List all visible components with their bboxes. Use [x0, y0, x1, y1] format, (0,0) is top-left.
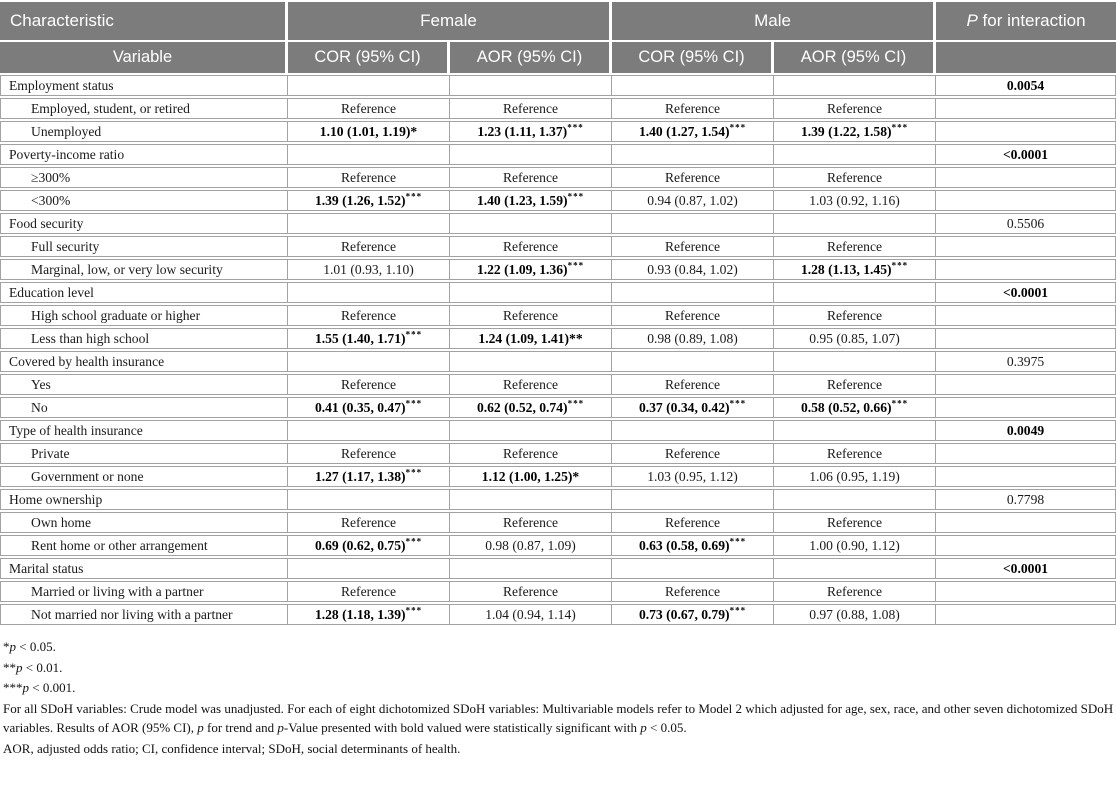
row-label: Home ownership: [0, 489, 288, 510]
variable-row: [0, 121, 1116, 142]
value-cell: [450, 75, 612, 96]
value-cell: 1.00 (0.90, 1.12): [774, 535, 936, 556]
value-cell: Reference: [450, 512, 612, 533]
variable-row: [0, 397, 1116, 418]
value-cell: Reference: [612, 374, 774, 395]
value-cell: Reference: [450, 98, 612, 119]
p-value-cell: <0.0001: [936, 558, 1116, 579]
footnote-line: **p < 0.01.: [3, 659, 63, 675]
value-cell: Reference: [774, 512, 936, 533]
variable-row: [0, 328, 1116, 349]
header-female-group: Female: [288, 2, 612, 40]
variable-row: [0, 466, 1116, 487]
value-cell: Reference: [288, 512, 450, 533]
p-value-cell: [936, 466, 1116, 487]
variable-row: [0, 305, 1116, 326]
header-cor-female: COR (95% CI): [288, 42, 450, 73]
value-cell: 1.24 (1.09, 1.41)**: [450, 328, 612, 349]
value-cell: [774, 144, 936, 165]
value-cell: [288, 75, 450, 96]
row-label: No: [0, 397, 288, 418]
value-cell: Reference: [288, 305, 450, 326]
value-cell: 1.40 (1.27, 1.54)***: [612, 121, 774, 142]
value-cell: [450, 144, 612, 165]
value-cell: 0.37 (0.34, 0.42)***: [612, 397, 774, 418]
value-cell: Reference: [774, 236, 936, 257]
value-cell: 1.22 (1.09, 1.36)***: [450, 259, 612, 280]
row-label: Full security: [0, 236, 288, 257]
value-cell: Reference: [774, 581, 936, 602]
row-label: Rent home or other arrangement: [0, 535, 288, 556]
characteristic-row: [0, 75, 1116, 96]
row-label: Unemployed: [0, 121, 288, 142]
p-value-cell: [936, 374, 1116, 395]
value-cell: Reference: [288, 98, 450, 119]
value-cell: Reference: [612, 581, 774, 602]
characteristic-row: [0, 420, 1116, 441]
p-value-cell: [936, 581, 1116, 602]
p-value-cell: [936, 328, 1116, 349]
value-cell: Reference: [450, 167, 612, 188]
value-cell: [612, 213, 774, 234]
significance-marker: **: [569, 330, 583, 346]
significance-marker: ***: [729, 535, 747, 546]
significance-marker: ***: [729, 121, 747, 132]
characteristic-row: [0, 558, 1116, 579]
footnotes: [0, 637, 1116, 758]
footnote-line: For all SDoH variables: Crude model was unadjusted. For each of eight dichotomized SDoH variables: Multivariable models refer to Model 2 which adjusted for age, sex, race, and other seven dichotomized SDoH variables. Results of AOR (95% CI), p for trend and p-Value presented with bold valued were statistically significant with p < 0.05.: [3, 700, 1114, 735]
variable-row: [0, 167, 1116, 188]
p-value-cell: [936, 604, 1116, 625]
variable-row: [0, 581, 1116, 602]
significance-marker: ***: [567, 397, 585, 408]
value-cell: [450, 351, 612, 372]
row-label: Married or living with a partner: [0, 581, 288, 602]
header-p-interaction: [936, 2, 1116, 40]
significance-marker: ***: [567, 259, 585, 270]
row-label: Employment status: [0, 75, 288, 96]
characteristic-row: [0, 144, 1116, 165]
significance-marker: ***: [405, 604, 423, 615]
value-cell: Reference: [450, 581, 612, 602]
value-cell: 0.41 (0.35, 0.47)***: [288, 397, 450, 418]
row-label: Yes: [0, 374, 288, 395]
variable-row: [0, 259, 1116, 280]
value-cell: 1.12 (1.00, 1.25)*: [450, 466, 612, 487]
variable-row: [0, 236, 1116, 257]
value-cell: Reference: [450, 443, 612, 464]
variable-row: [0, 443, 1116, 464]
significance-marker: ***: [729, 604, 747, 615]
value-cell: Reference: [450, 305, 612, 326]
significance-marker: ***: [567, 190, 585, 201]
header-row-groups: [0, 2, 1116, 40]
characteristic-row: [0, 282, 1116, 303]
value-cell: [612, 489, 774, 510]
value-cell: [774, 282, 936, 303]
value-cell: Reference: [774, 443, 936, 464]
significance-marker: ***: [405, 466, 423, 477]
value-cell: 1.03 (0.95, 1.12): [612, 466, 774, 487]
value-cell: [774, 558, 936, 579]
value-cell: [450, 420, 612, 441]
footnote-line: AOR, adjusted odds ratio; CI, confidence interval; SDoH, social determinants of health.: [3, 740, 461, 756]
row-label: Type of health insurance: [0, 420, 288, 441]
p-value-cell: [936, 98, 1116, 119]
header-p-blank: [936, 42, 1116, 73]
p-value-cell: [936, 535, 1116, 556]
value-cell: [612, 420, 774, 441]
row-label: Less than high school: [0, 328, 288, 349]
value-cell: Reference: [612, 443, 774, 464]
row-label: Own home: [0, 512, 288, 533]
value-cell: 0.93 (0.84, 1.02): [612, 259, 774, 280]
value-cell: [288, 420, 450, 441]
value-cell: [288, 282, 450, 303]
p-value-cell: <0.0001: [936, 144, 1116, 165]
p-rest: for interaction: [977, 11, 1086, 30]
value-cell: [450, 282, 612, 303]
p-italic: P: [966, 11, 978, 30]
significance-marker: ***: [891, 121, 909, 132]
value-cell: Reference: [612, 98, 774, 119]
value-cell: [450, 489, 612, 510]
value-cell: 1.10 (1.01, 1.19)*: [288, 121, 450, 142]
p-value-cell: [936, 512, 1116, 533]
value-cell: Reference: [288, 167, 450, 188]
value-cell: 0.63 (0.58, 0.69)***: [612, 535, 774, 556]
p-value-cell: [936, 190, 1116, 211]
value-cell: Reference: [450, 236, 612, 257]
value-cell: Reference: [612, 167, 774, 188]
header-male-group: Male: [612, 2, 936, 40]
value-cell: 1.55 (1.40, 1.71)***: [288, 328, 450, 349]
row-label: <300%: [0, 190, 288, 211]
significance-marker: ***: [405, 535, 423, 546]
p-value-cell: 0.5506: [936, 213, 1116, 234]
value-cell: Reference: [612, 305, 774, 326]
value-cell: [612, 282, 774, 303]
value-cell: 1.40 (1.23, 1.59)***: [450, 190, 612, 211]
value-cell: [774, 213, 936, 234]
significance-marker: ***: [405, 328, 423, 339]
row-label: Poverty-income ratio: [0, 144, 288, 165]
value-cell: 1.39 (1.26, 1.52)***: [288, 190, 450, 211]
p-value-cell: 0.3975: [936, 351, 1116, 372]
characteristic-row: [0, 351, 1116, 372]
significance-marker: ***: [891, 397, 909, 408]
row-label: High school graduate or higher: [0, 305, 288, 326]
value-cell: [774, 351, 936, 372]
footnote-line: *p < 0.05.: [3, 639, 56, 654]
value-cell: [288, 351, 450, 372]
value-cell: Reference: [450, 374, 612, 395]
value-cell: Reference: [774, 167, 936, 188]
p-value-cell: <0.0001: [936, 282, 1116, 303]
variable-row: [0, 374, 1116, 395]
value-cell: 1.06 (0.95, 1.19): [774, 466, 936, 487]
p-value-cell: [936, 167, 1116, 188]
p-value-cell: [936, 259, 1116, 280]
value-cell: [288, 558, 450, 579]
p-value-cell: 0.7798: [936, 489, 1116, 510]
value-cell: [774, 75, 936, 96]
value-cell: Reference: [774, 374, 936, 395]
value-cell: Reference: [612, 512, 774, 533]
footnote-line: ***p < 0.001.: [3, 680, 76, 695]
significance-marker: *: [410, 123, 418, 139]
p-value-cell: [936, 443, 1116, 464]
value-cell: Reference: [288, 236, 450, 257]
row-label: Marital status: [0, 558, 288, 579]
header-characteristic: Characteristic: [0, 2, 288, 40]
p-value-cell: [936, 305, 1116, 326]
value-cell: 1.27 (1.17, 1.38)***: [288, 466, 450, 487]
value-cell: 0.62 (0.52, 0.74)***: [450, 397, 612, 418]
value-cell: Reference: [612, 236, 774, 257]
row-label: Employed, student, or retired: [0, 98, 288, 119]
header-cor-male: COR (95% CI): [612, 42, 774, 73]
significance-marker: ***: [891, 259, 909, 270]
characteristic-row: [0, 213, 1116, 234]
value-cell: 1.03 (0.92, 1.16): [774, 190, 936, 211]
value-cell: 1.01 (0.93, 1.10): [288, 259, 450, 280]
variable-row: [0, 98, 1116, 119]
row-label: Food security: [0, 213, 288, 234]
p-value-cell: [936, 236, 1116, 257]
significance-marker: ***: [729, 397, 747, 408]
value-cell: [450, 558, 612, 579]
value-cell: 0.58 (0.52, 0.66)***: [774, 397, 936, 418]
value-cell: Reference: [288, 443, 450, 464]
variable-row: [0, 190, 1116, 211]
header-aor-female: AOR (95% CI): [450, 42, 612, 73]
value-cell: [612, 558, 774, 579]
variable-row: [0, 535, 1116, 556]
characteristic-row: [0, 489, 1116, 510]
p-value-cell: [936, 397, 1116, 418]
row-label: ≥300%: [0, 167, 288, 188]
value-cell: [288, 144, 450, 165]
row-label: Private: [0, 443, 288, 464]
value-cell: [774, 420, 936, 441]
value-cell: 0.98 (0.89, 1.08): [612, 328, 774, 349]
value-cell: [288, 489, 450, 510]
value-cell: 1.28 (1.13, 1.45)***: [774, 259, 936, 280]
value-cell: 0.73 (0.67, 0.79)***: [612, 604, 774, 625]
row-label: Covered by health insurance: [0, 351, 288, 372]
significance-marker: ***: [405, 190, 423, 201]
value-cell: [612, 351, 774, 372]
table-body: [0, 75, 1116, 625]
p-value-cell: [936, 121, 1116, 142]
value-cell: [450, 213, 612, 234]
p-value-cell: 0.0049: [936, 420, 1116, 441]
row-label: Not married nor living with a partner: [0, 604, 288, 625]
value-cell: 1.23 (1.11, 1.37)***: [450, 121, 612, 142]
row-label: Marginal, low, or very low security: [0, 259, 288, 280]
value-cell: 0.95 (0.85, 1.07): [774, 328, 936, 349]
value-cell: Reference: [774, 305, 936, 326]
significance-marker: ***: [405, 397, 423, 408]
value-cell: [612, 75, 774, 96]
variable-row: [0, 604, 1116, 625]
header-variable: Variable: [0, 42, 288, 73]
value-cell: Reference: [288, 581, 450, 602]
value-cell: 1.28 (1.18, 1.39)***: [288, 604, 450, 625]
p-value-cell: 0.0054: [936, 75, 1116, 96]
value-cell: Reference: [288, 374, 450, 395]
table-header: [0, 2, 1116, 73]
header-row-columns: [0, 42, 1116, 73]
significance-marker: ***: [567, 121, 584, 132]
value-cell: Reference: [774, 98, 936, 119]
value-cell: [774, 489, 936, 510]
row-label: Government or none: [0, 466, 288, 487]
value-cell: 1.04 (0.94, 1.14): [450, 604, 612, 625]
value-cell: [288, 213, 450, 234]
row-label: Education level: [0, 282, 288, 303]
value-cell: 0.97 (0.88, 1.08): [774, 604, 936, 625]
value-cell: [612, 144, 774, 165]
header-aor-male: AOR (95% CI): [774, 42, 936, 73]
significance-marker: *: [572, 468, 580, 484]
value-cell: 1.39 (1.22, 1.58)***: [774, 121, 936, 142]
value-cell: 0.69 (0.62, 0.75)***: [288, 535, 450, 556]
value-cell: 0.94 (0.87, 1.02): [612, 190, 774, 211]
value-cell: 0.98 (0.87, 1.09): [450, 535, 612, 556]
variable-row: [0, 512, 1116, 533]
